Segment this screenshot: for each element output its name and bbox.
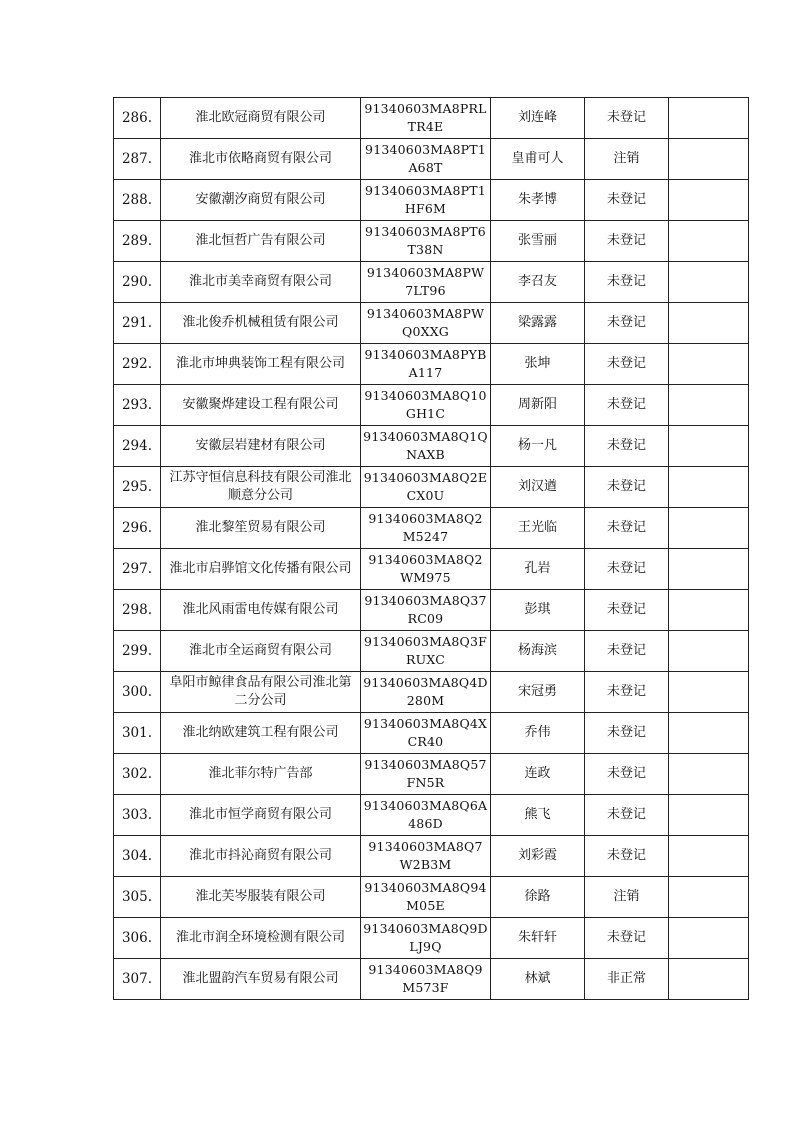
row-number: 292. xyxy=(114,344,161,385)
credit-code: 91340603MA8Q94M05E xyxy=(361,877,491,918)
note xyxy=(669,918,749,959)
row-number: 299. xyxy=(114,631,161,672)
row-number: 296. xyxy=(114,508,161,549)
row-number: 301. xyxy=(114,713,161,754)
credit-code: 91340603MA8Q10GH1C xyxy=(361,385,491,426)
row-number: 288. xyxy=(114,180,161,221)
status: 未登记 xyxy=(585,590,669,631)
company-name: 淮北市坤典装饰工程有限公司 xyxy=(161,344,361,385)
company-name: 淮北市润全环境检测有限公司 xyxy=(161,918,361,959)
row-number: 306. xyxy=(114,918,161,959)
credit-code: 91340603MA8Q9M573F xyxy=(361,959,491,1000)
credit-code: 91340603MA8Q2WM975 xyxy=(361,549,491,590)
status: 未登记 xyxy=(585,467,669,508)
row-number: 307. xyxy=(114,959,161,1000)
legal-person: 徐路 xyxy=(491,877,585,918)
row-number: 302. xyxy=(114,754,161,795)
row-number: 303. xyxy=(114,795,161,836)
credit-code: 91340603MA8PYBA117 xyxy=(361,344,491,385)
credit-code: 91340603MA8Q9DLJ9Q xyxy=(361,918,491,959)
legal-person: 张雪丽 xyxy=(491,221,585,262)
legal-person: 连政 xyxy=(491,754,585,795)
company-name: 江苏守恒信息科技有限公司淮北顺意分公司 xyxy=(161,467,361,508)
table-row xyxy=(114,836,749,877)
table-row xyxy=(114,139,749,180)
status: 未登记 xyxy=(585,262,669,303)
company-name: 淮北恒哲广告有限公司 xyxy=(161,221,361,262)
legal-person: 皇甫可人 xyxy=(491,139,585,180)
status: 未登记 xyxy=(585,303,669,344)
status: 未登记 xyxy=(585,549,669,590)
table-row xyxy=(114,344,749,385)
note xyxy=(669,221,749,262)
company-name: 淮北市依略商贸有限公司 xyxy=(161,139,361,180)
note xyxy=(669,549,749,590)
status: 未登记 xyxy=(585,385,669,426)
note xyxy=(669,180,749,221)
credit-code: 91340603MA8Q57FN5R xyxy=(361,754,491,795)
company-name: 淮北风雨雷电传媒有限公司 xyxy=(161,590,361,631)
legal-person: 熊飞 xyxy=(491,795,585,836)
company-name: 淮北盟韵汽车贸易有限公司 xyxy=(161,959,361,1000)
credit-code: 91340603MA8Q4D280M xyxy=(361,672,491,713)
row-number: 298. xyxy=(114,590,161,631)
note xyxy=(669,590,749,631)
credit-code: 91340603MA8Q4XCR40 xyxy=(361,713,491,754)
table-row xyxy=(114,672,749,713)
status: 未登记 xyxy=(585,836,669,877)
table-row xyxy=(114,959,749,1000)
credit-code: 91340603MA8PT1A68T xyxy=(361,139,491,180)
table-row xyxy=(114,713,749,754)
company-name: 阜阳市鲸律食品有限公司淮北第二分公司 xyxy=(161,672,361,713)
status: 未登记 xyxy=(585,713,669,754)
company-name: 淮北菲尔特广告部 xyxy=(161,754,361,795)
credit-code: 91340603MA8PRLTR4E xyxy=(361,98,491,139)
status: 未登记 xyxy=(585,221,669,262)
note xyxy=(669,385,749,426)
status: 未登记 xyxy=(585,180,669,221)
table-row xyxy=(114,303,749,344)
legal-person: 李召友 xyxy=(491,262,585,303)
status: 未登记 xyxy=(585,426,669,467)
table-row xyxy=(114,262,749,303)
status: 未登记 xyxy=(585,795,669,836)
company-name: 淮北欧冠商贸有限公司 xyxy=(161,98,361,139)
legal-person: 孔岩 xyxy=(491,549,585,590)
table-row xyxy=(114,508,749,549)
legal-person: 王光临 xyxy=(491,508,585,549)
note xyxy=(669,631,749,672)
note xyxy=(669,303,749,344)
credit-code: 91340603MA8PW7LT96 xyxy=(361,262,491,303)
row-number: 290. xyxy=(114,262,161,303)
company-name: 安徽潮汐商贸有限公司 xyxy=(161,180,361,221)
row-number: 289. xyxy=(114,221,161,262)
legal-person: 梁露露 xyxy=(491,303,585,344)
note xyxy=(669,344,749,385)
note xyxy=(669,467,749,508)
note xyxy=(669,139,749,180)
status: 未登记 xyxy=(585,508,669,549)
credit-code: 91340603MA8Q7W2B3M xyxy=(361,836,491,877)
legal-person: 杨海滨 xyxy=(491,631,585,672)
row-number: 291. xyxy=(114,303,161,344)
note xyxy=(669,836,749,877)
row-number: 305. xyxy=(114,877,161,918)
status: 未登记 xyxy=(585,918,669,959)
status: 未登记 xyxy=(585,344,669,385)
status: 注销 xyxy=(585,139,669,180)
row-number: 294. xyxy=(114,426,161,467)
credit-code: 91340603MA8Q6A486D xyxy=(361,795,491,836)
legal-person: 彭琪 xyxy=(491,590,585,631)
note xyxy=(669,713,749,754)
row-number: 300. xyxy=(114,672,161,713)
table-row xyxy=(114,180,749,221)
row-number: 293. xyxy=(114,385,161,426)
credit-code: 91340603MA8PT1HF6M xyxy=(361,180,491,221)
note xyxy=(669,877,749,918)
credit-code: 91340603MA8Q2M5247 xyxy=(361,508,491,549)
row-number: 304. xyxy=(114,836,161,877)
company-name: 淮北市全运商贸有限公司 xyxy=(161,631,361,672)
status: 未登记 xyxy=(585,631,669,672)
credit-code: 91340603MA8PT6T38N xyxy=(361,221,491,262)
status: 未登记 xyxy=(585,754,669,795)
legal-person: 刘连峰 xyxy=(491,98,585,139)
note xyxy=(669,508,749,549)
table-row xyxy=(114,549,749,590)
note xyxy=(669,426,749,467)
table-row xyxy=(114,754,749,795)
note xyxy=(669,262,749,303)
legal-person: 杨一凡 xyxy=(491,426,585,467)
status: 未登记 xyxy=(585,672,669,713)
credit-code: 91340603MA8Q1QNAXB xyxy=(361,426,491,467)
legal-person: 刘彩霞 xyxy=(491,836,585,877)
note xyxy=(669,754,749,795)
legal-person: 林斌 xyxy=(491,959,585,1000)
row-number: 286. xyxy=(114,98,161,139)
credit-code: 91340603MA8Q2ECX0U xyxy=(361,467,491,508)
company-name: 淮北俊乔机械租赁有限公司 xyxy=(161,303,361,344)
note xyxy=(669,959,749,1000)
status: 注销 xyxy=(585,877,669,918)
company-name: 淮北纳欧建筑工程有限公司 xyxy=(161,713,361,754)
legal-person: 朱孝博 xyxy=(491,180,585,221)
row-number: 295. xyxy=(114,467,161,508)
company-name: 淮北市启骅馆文化传播有限公司 xyxy=(161,549,361,590)
company-name: 淮北市恒学商贸有限公司 xyxy=(161,795,361,836)
company-name: 淮北芙岑服装有限公司 xyxy=(161,877,361,918)
legal-person: 宋冠勇 xyxy=(491,672,585,713)
credit-code: 91340603MA8Q37RC09 xyxy=(361,590,491,631)
status: 非正常 xyxy=(585,959,669,1000)
company-name: 淮北市美幸商贸有限公司 xyxy=(161,262,361,303)
credit-code: 91340603MA8Q3FRUXC xyxy=(361,631,491,672)
credit-code: 91340603MA8PWQ0XXG xyxy=(361,303,491,344)
company-name: 安徽层岩建材有限公司 xyxy=(161,426,361,467)
note xyxy=(669,795,749,836)
legal-person: 刘汉遒 xyxy=(491,467,585,508)
legal-person: 乔伟 xyxy=(491,713,585,754)
records-table xyxy=(113,97,749,1000)
row-number: 287. xyxy=(114,139,161,180)
legal-person: 张坤 xyxy=(491,344,585,385)
table-row xyxy=(114,467,749,508)
table-row xyxy=(114,631,749,672)
table-row xyxy=(114,98,749,139)
table-row xyxy=(114,795,749,836)
table-row xyxy=(114,426,749,467)
table-row xyxy=(114,385,749,426)
table-row xyxy=(114,877,749,918)
company-name: 淮北黎笙贸易有限公司 xyxy=(161,508,361,549)
company-name: 淮北市抖沁商贸有限公司 xyxy=(161,836,361,877)
row-number: 297. xyxy=(114,549,161,590)
status: 未登记 xyxy=(585,98,669,139)
table-row xyxy=(114,221,749,262)
company-name: 安徽聚烨建设工程有限公司 xyxy=(161,385,361,426)
table-row xyxy=(114,590,749,631)
note xyxy=(669,98,749,139)
table-row xyxy=(114,918,749,959)
records-table-body xyxy=(114,98,749,1000)
legal-person: 朱轩轩 xyxy=(491,918,585,959)
note xyxy=(669,672,749,713)
legal-person: 周新阳 xyxy=(491,385,585,426)
